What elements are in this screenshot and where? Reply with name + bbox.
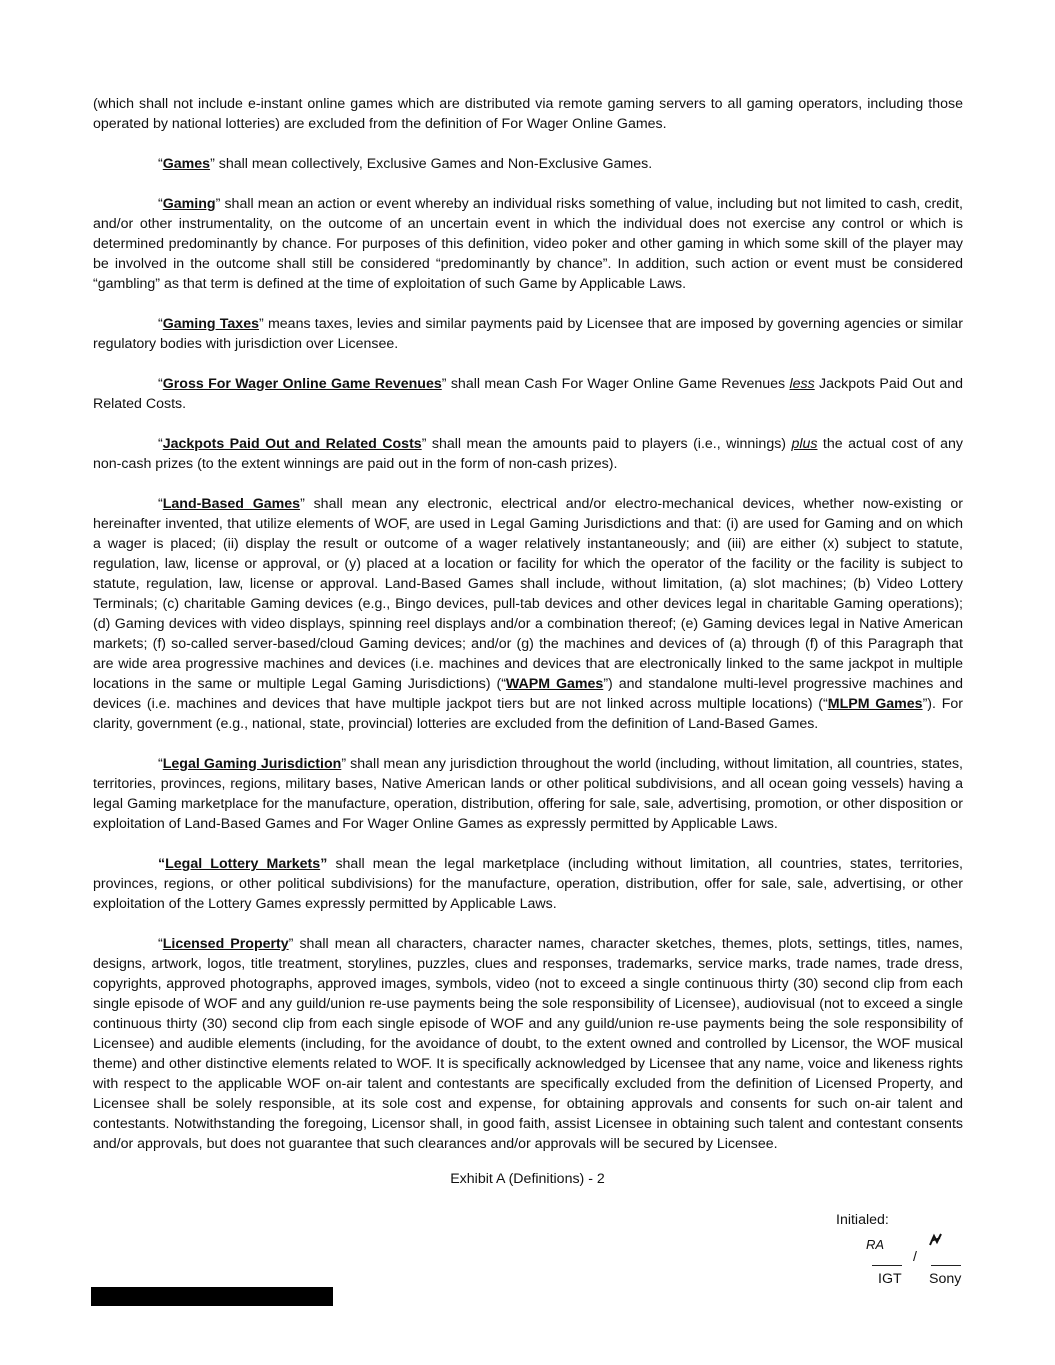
definition-legal-lottery-markets	[93, 854, 963, 914]
open-quote: “	[158, 196, 163, 212]
definition-text: ” shall mean the amounts paid to players (i.e., winnings)	[421, 436, 792, 452]
term-licensed-property: Licensed Property	[162, 936, 289, 952]
open-quote: “	[158, 156, 163, 172]
definition-text: ” shall mean Cash For Wager Online Game Revenues	[441, 376, 790, 392]
open-quote: “	[158, 316, 163, 332]
emphasis-less: less	[789, 376, 815, 392]
igt-signature-line	[872, 1265, 902, 1266]
sony-signature-line	[931, 1265, 961, 1266]
open-quote: “	[158, 856, 166, 872]
term-gaming-taxes: Gaming Taxes	[162, 316, 259, 332]
term-games: Games	[162, 156, 211, 172]
redaction-bar	[91, 1287, 333, 1306]
document-body	[93, 94, 963, 1174]
term-land-based-games: Land-Based Games	[162, 496, 301, 512]
term-legal-lottery-markets: Legal Lottery Markets	[165, 856, 321, 872]
open-quote: “	[158, 936, 163, 952]
term-gaming: Gaming	[162, 196, 216, 212]
page-footer: Exhibit A (Definitions) - 2	[450, 1171, 605, 1187]
term-gross-revenues: Gross For Wager Online Game Revenues	[162, 376, 442, 392]
definition-text: shall mean the legal marketplace (including without limitation, all countries, states, territories, provinces, regions, or other political subdivisions) for the manufacture, operation, distribution, offer for sale, sale, advertising, or other exploitation of the Lottery Games expressly permitted by Applicable Laws.	[93, 856, 963, 912]
term-wapm-games: WAPM Games	[505, 676, 604, 692]
sony-signature-mark	[928, 1233, 944, 1247]
definition-land-based-games	[93, 494, 963, 734]
definition-games	[93, 154, 963, 174]
emphasis-plus: plus	[791, 436, 818, 452]
definition-text-end: Jackpots Paid Out and Related Costs.	[93, 376, 963, 412]
definition-text: ” shall mean any electronic, electrical and/or electro-mechanical devices, whether now-existing or hereinafter invented, that utilize elements of WOF, are used in Legal Gaming Jurisdictions and that: (i) are used for Gaming and on which a wager is placed; (ii) display the result or outcome of a wager relatively instantaneously; and (iii) are either (x) subject to statute, regulation, law, license or approval, or (y) placed at a location or facility for which the operator of the facility or the facility is subject to statute, regulation, law, license or approval. Land-Based Games shall include, without limitation, (a) slot machines; (b) Video Lottery Terminals; (c) charitable Gaming devices (e.g., Bingo devices, pull-tab devices and other devices legal in charitable Gaming operations); (d) Gaming devices with video displays, spinning reel displays and/or a combination thereof; (e) Gaming devices legal in Native American markets; (f) so-called server-based/cloud Gaming devices; and/or (g) the machines and devices of (a) through (f) of this Paragraph that are wide area progressive machines and devices (i.e. machines and devices that are electronically linked to the same jackpot in multiple locations in the same or multiple Legal Gaming Jurisdictions) (“	[93, 496, 964, 692]
definition-legal-gaming-jurisdiction	[93, 754, 963, 834]
definition-gross-revenues	[93, 374, 963, 414]
open-quote: “	[158, 496, 163, 512]
open-quote: “	[158, 376, 163, 392]
definition-text-end: the actual cost of any non-cash prizes (to the extent winnings are paid out in the form of non-cash prizes).	[93, 436, 963, 472]
definition-text-end: ”). For clarity, government (e.g., national, state, provincial) lotteries are excluded from the definition of Land-Based Games.	[93, 696, 963, 732]
close-quote: ”	[320, 856, 328, 872]
signature-separator: /	[913, 1249, 917, 1265]
definition-text: ” shall mean all characters, character names, character sketches, themes, plots, settings, titles, names, designs, artwork, logos, title treatment, storylines, puzzles, clues and responses, trademarks, service marks, trade names, trade dress, copyrights, approved photographs, approved images, symbols, video (not to exceed a single continuous thirty (30) second clip from each single episode of WOF and any guild/union re-use payments being the sole responsibility of Licensee), audiovisual (not to exceed a single continuous thirty (30) second clip from each single episode of WOF and any guild/union re-use payments being the sole responsibility of Licensee) and audible elements (including, for the avoidance of doubt, to the extent owned and controlled by Licensor, the WOF musical theme) and other distinctive elements related to WOF. It is specifically acknowledged by Licensee that any name, voice and likeness rights with respect to the applicable WOF on-air talent and contestants are specifically excluded from the definition of Licensed Property, and Licensee shall be solely responsible, at its sole cost and expense, for obtaining approvals and consents for such on-air talent and contestants. Notwithstanding the foregoing, Licensor shall, in good faith, assist Licensee in obtaining such talent and contestant consents and/or approvals, but does not guarantee that such clearances and/or approvals will be secured by Licensee.	[93, 936, 963, 1152]
definition-text: ” shall mean any jurisdiction throughout the world (including, without limitation, all countries, states, territories, provinces, regions, military bases, Native American lands or other political subdivisions, and all ocean going vessels) having a legal Gaming marketplace for the manufacture, operation, distribution, offering for sale, sale, advertising, promotion, or other disposition or exploitation of Land-Based Games and For Wager Online Games as expressly permitted by Applicable Laws.	[93, 756, 963, 832]
term-jackpots: Jackpots Paid Out and Related Costs	[162, 436, 422, 452]
definition-text: ” means taxes, levies and similar payments paid by Licensee that are imposed by governing agencies or similar regulatory bodies with jurisdiction over Licensee.	[93, 316, 963, 352]
definition-jackpots	[93, 434, 963, 474]
sony-label: Sony	[929, 1271, 962, 1287]
open-quote: “	[158, 756, 163, 772]
initialed-label: Initialed:	[836, 1212, 889, 1228]
definition-text: ” shall mean an action or event whereby an individual risks something of value, including but not limited to cash, credit, and/or other instrumentality, on the outcome of an uncertain event in which the individual does not exercise any control or which is determined predominantly by chance. For purposes of this definition, video poker and other gaming in which some skill of the player may be involved in the outcome shall still be considered “predominantly by chance”. In addition, such action or event must be considered “gambling” as that term is defined at the time of exploitation of such Game by Applicable Laws.	[93, 196, 963, 292]
term-mlpm-games: MLPM Games	[827, 696, 923, 712]
igt-signature: RA	[866, 1237, 885, 1252]
definition-licensed-property	[93, 934, 963, 1154]
definition-text-middle: ”) and standalone multi-level progressive machines and devices (i.e. machines and devices that have multiple jackpot tiers but are not linked across multiple locations) (“	[93, 676, 963, 712]
definition-text: ” shall mean collectively, Exclusive Games and Non-Exclusive Games.	[210, 156, 653, 172]
definition-gaming	[93, 194, 963, 294]
term-legal-gaming-jurisdiction: Legal Gaming Jurisdiction	[162, 756, 342, 772]
open-quote: “	[158, 436, 163, 452]
igt-label: IGT	[878, 1271, 902, 1287]
definition-gaming-taxes	[93, 314, 963, 354]
paragraph-continuation: (which shall not include e-instant online games which are distributed via remote gaming servers to all gaming operators, including those operated by national lotteries) are excluded from the definition of For Wager Online Games.	[93, 96, 963, 132]
